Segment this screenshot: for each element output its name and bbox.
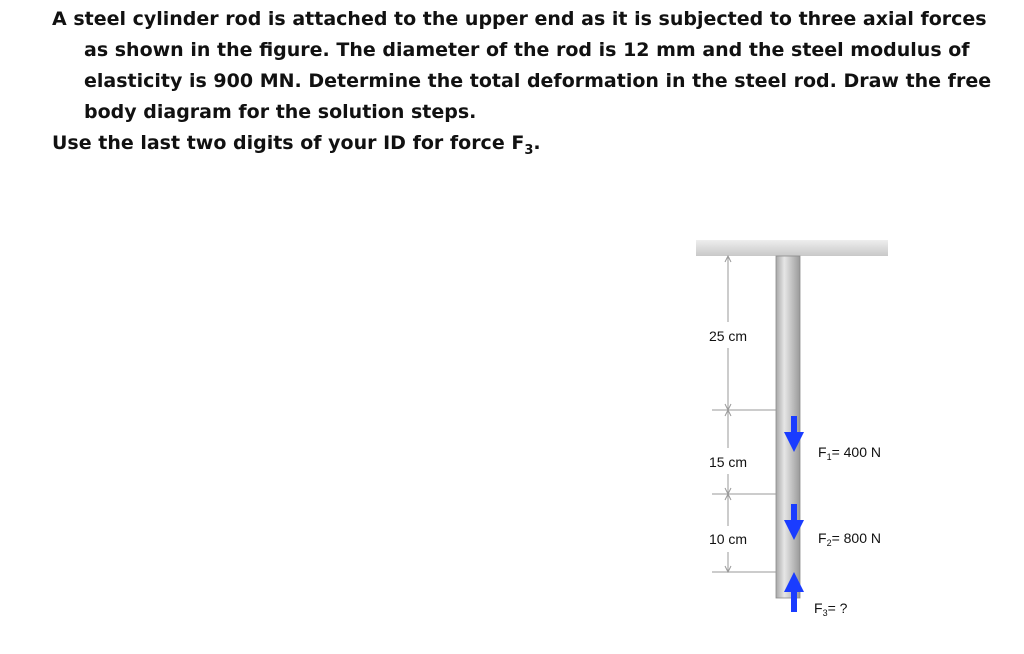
dimension-line bbox=[712, 256, 776, 572]
force-f1-name: F bbox=[818, 444, 827, 460]
force-f2-sub: 2 bbox=[826, 538, 832, 548]
rod-figure bbox=[690, 230, 900, 630]
force-f2-value: = 800 N bbox=[831, 530, 882, 546]
id-instruction-subscript: 3 bbox=[524, 142, 534, 158]
problem-statement bbox=[52, 4, 1012, 166]
force-label-f3 bbox=[814, 600, 848, 618]
fixed-support bbox=[696, 240, 888, 256]
dimension-label-15cm: 15 cm bbox=[708, 454, 748, 470]
force-f3-name: F bbox=[814, 600, 823, 616]
force-f1-sub: 1 bbox=[826, 452, 832, 462]
problem-paragraph: A steel cylinder rod is attached to the upper end as it is subjected to three axial forces as shown in the figure. The diameter of the rod is 12 mm and the steel modulus of elasticity is 900 MN. Determine the total deformation in the steel rod. Draw the free body diagram for the solution steps. bbox=[52, 8, 992, 123]
id-instruction-text: Use the last two digits of your ID for force F bbox=[52, 132, 525, 154]
id-instruction-period: . bbox=[533, 132, 541, 154]
dimension-label-10cm: 10 cm bbox=[708, 531, 748, 547]
force-f3-value: = ? bbox=[827, 600, 848, 616]
force-label-f2 bbox=[818, 530, 881, 548]
rod-diagram bbox=[690, 230, 900, 630]
force-label-f1 bbox=[818, 444, 881, 462]
id-instruction bbox=[52, 128, 1012, 166]
force-f3-sub: 3 bbox=[822, 608, 828, 618]
force-f2-name: F bbox=[818, 530, 827, 546]
force-f1-value: = 400 N bbox=[831, 444, 882, 460]
dimension-label-25cm: 25 cm bbox=[708, 328, 748, 344]
